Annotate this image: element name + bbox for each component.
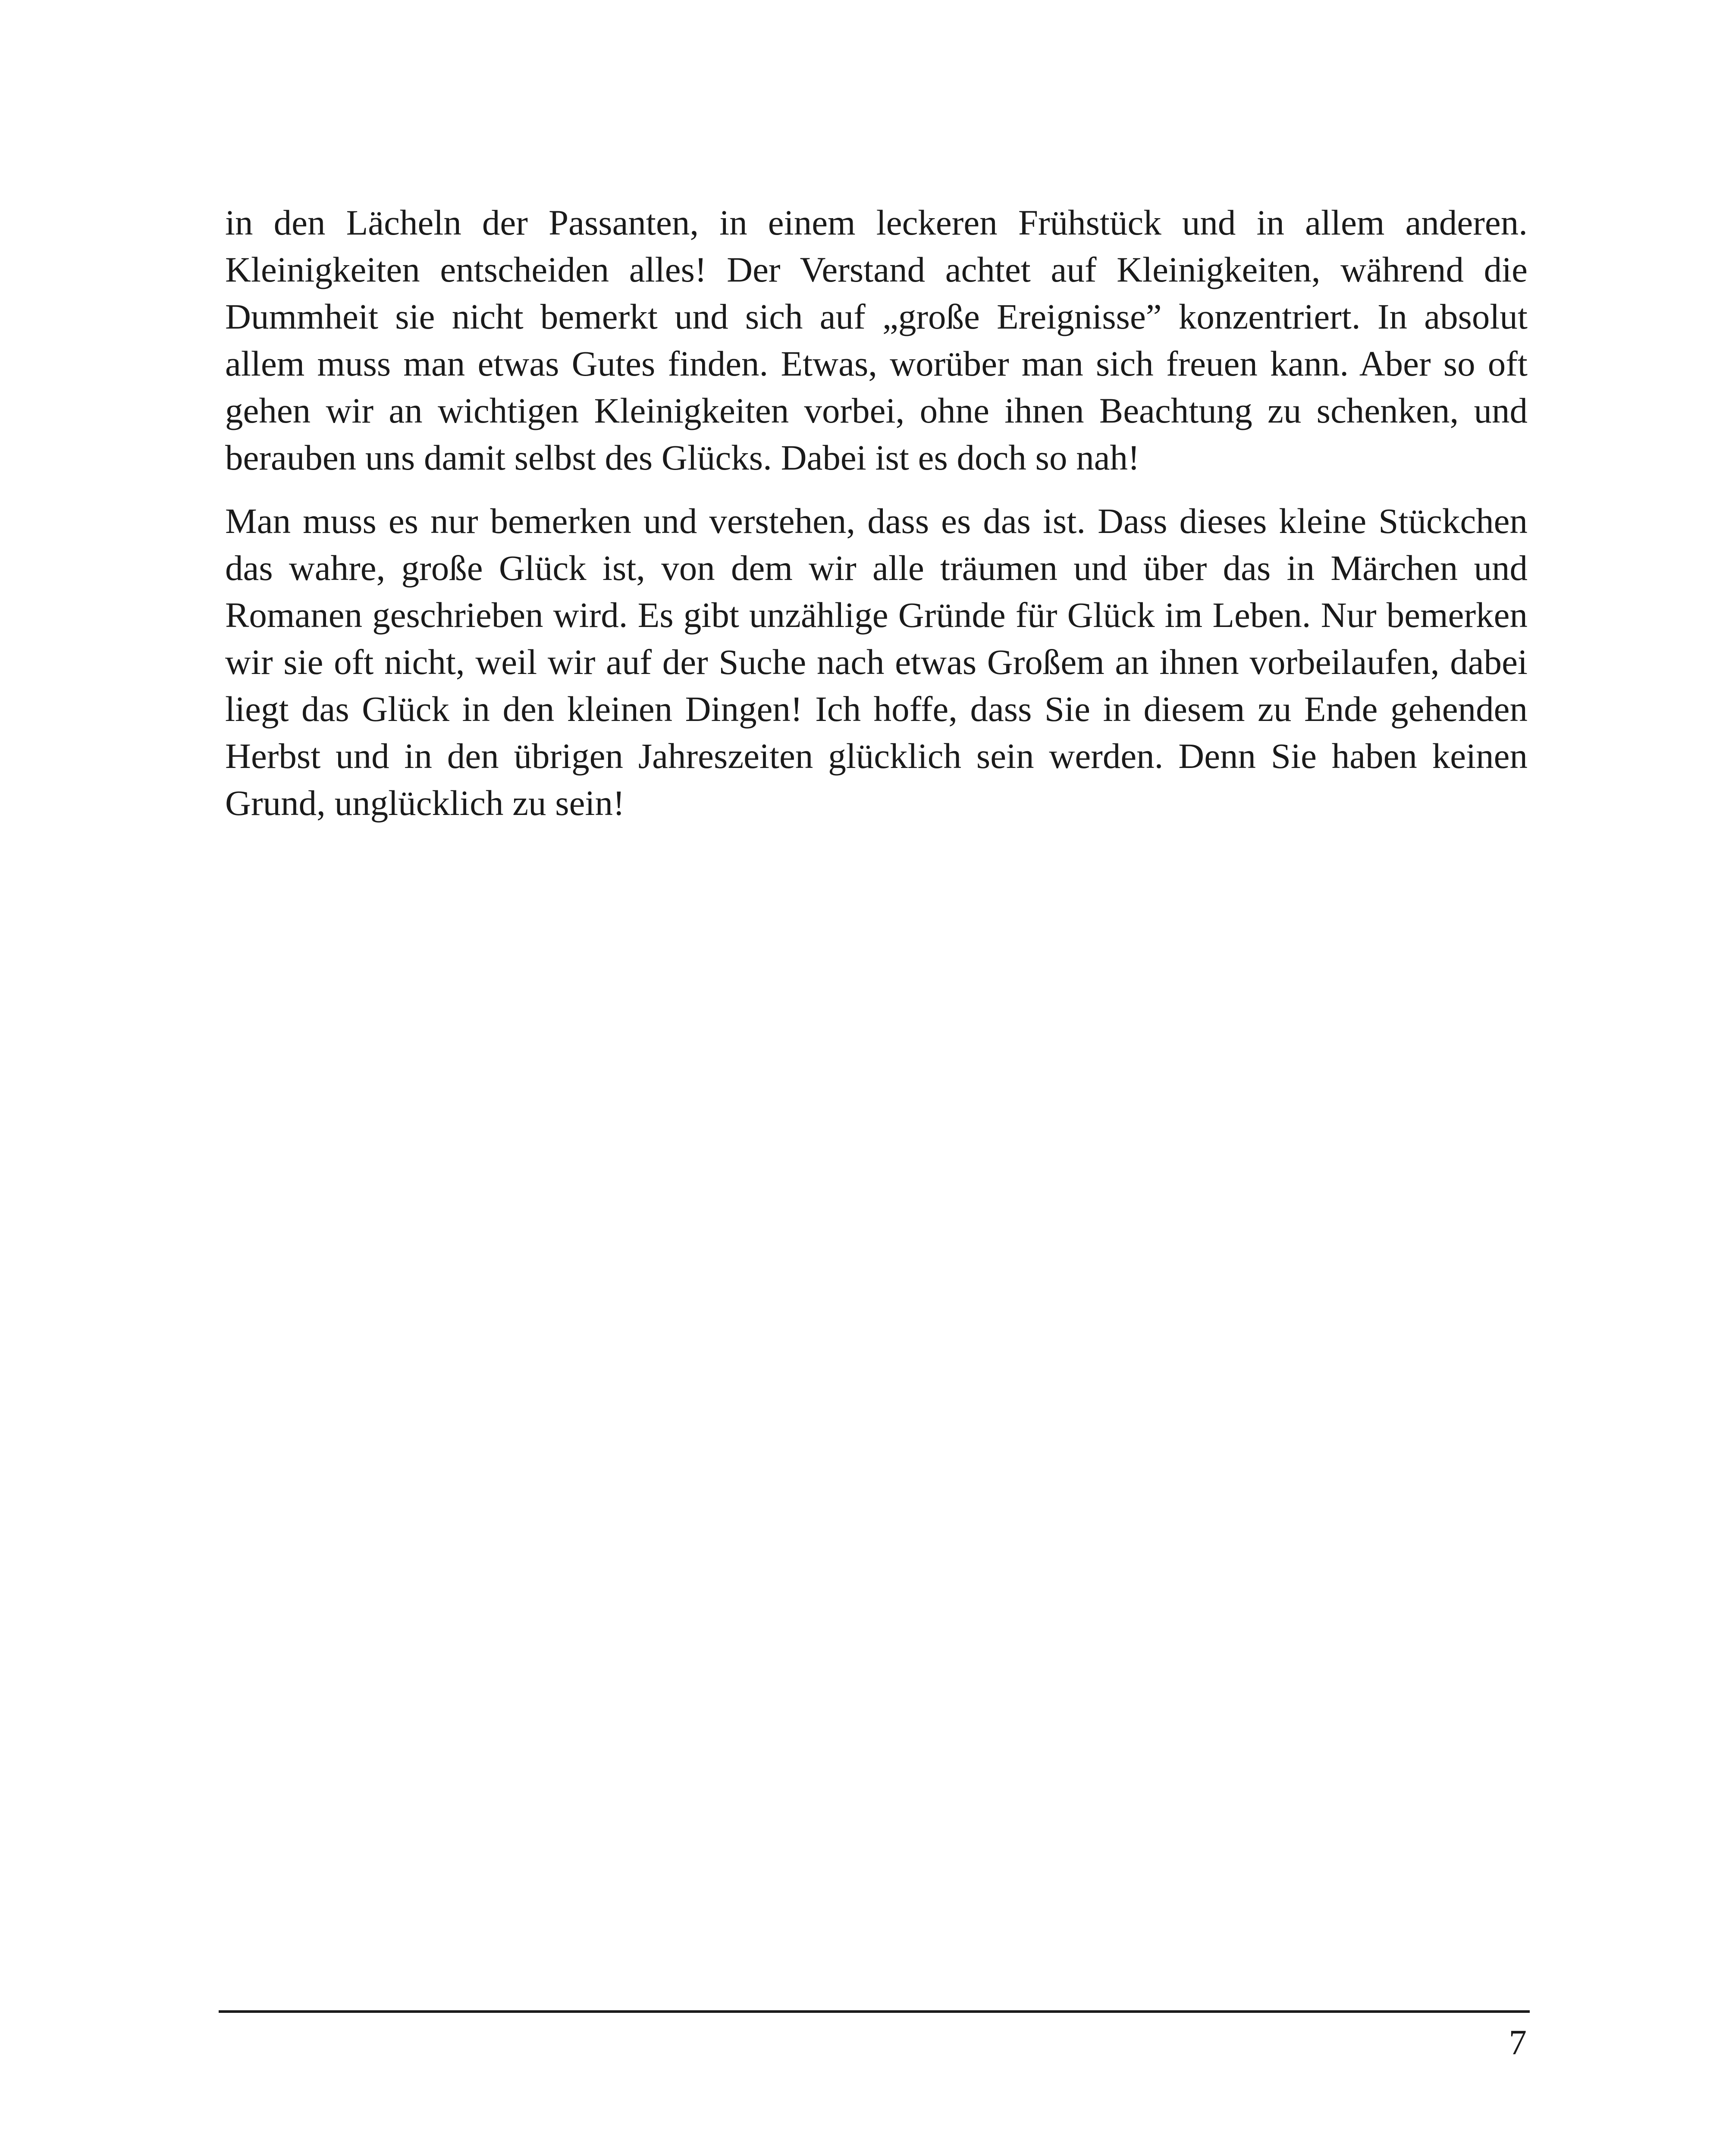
paragraph-1: in den Lächeln der Passanten, in einem leckeren Frühstück und in allem anderen. Kleinigkeiten entscheiden alles! Der Verstand achtet auf Kleinigkeiten, während die Dummheit sie nicht bemerkt und sich auf „große Ereignisse” konzentriert. In absolut allem muss man etwas Gutes finden. Etwas, worüber man sich freuen kann. Aber so oft gehen wir an wichtigen Kleinigkeiten vorbei, ohne ihnen Beachtung zu schenken, und berauben uns damit selbst des Glücks. Dabei ist es doch so nah! [225, 203, 1528, 477]
body-text [225, 199, 1528, 843]
paragraph-2: Man muss es nur bemerken und verstehen, dass es das ist. Dass dieses kleine Stückchen das wahre, große Glück ist, von dem wir alle träumen und über das in Märchen und Romanen geschrieben wird. Es gibt unzählige Gründe für Glück im Leben. Nur bemerken wir sie oft nicht, weil wir auf der Suche nach etwas Großem an ihnen vorbeilaufen, dabei liegt das Glück in den kleinen Dingen! Ich hoffe, dass Sie in diesem zu Ende gehenden Herbst und in den übrigen Jahreszeiten glücklich sein werden. Denn Sie haben keinen Grund, unglücklich zu sein! [225, 501, 1528, 823]
footer-divider [219, 2010, 1530, 2013]
page-number: 7 [1509, 2022, 1527, 2062]
